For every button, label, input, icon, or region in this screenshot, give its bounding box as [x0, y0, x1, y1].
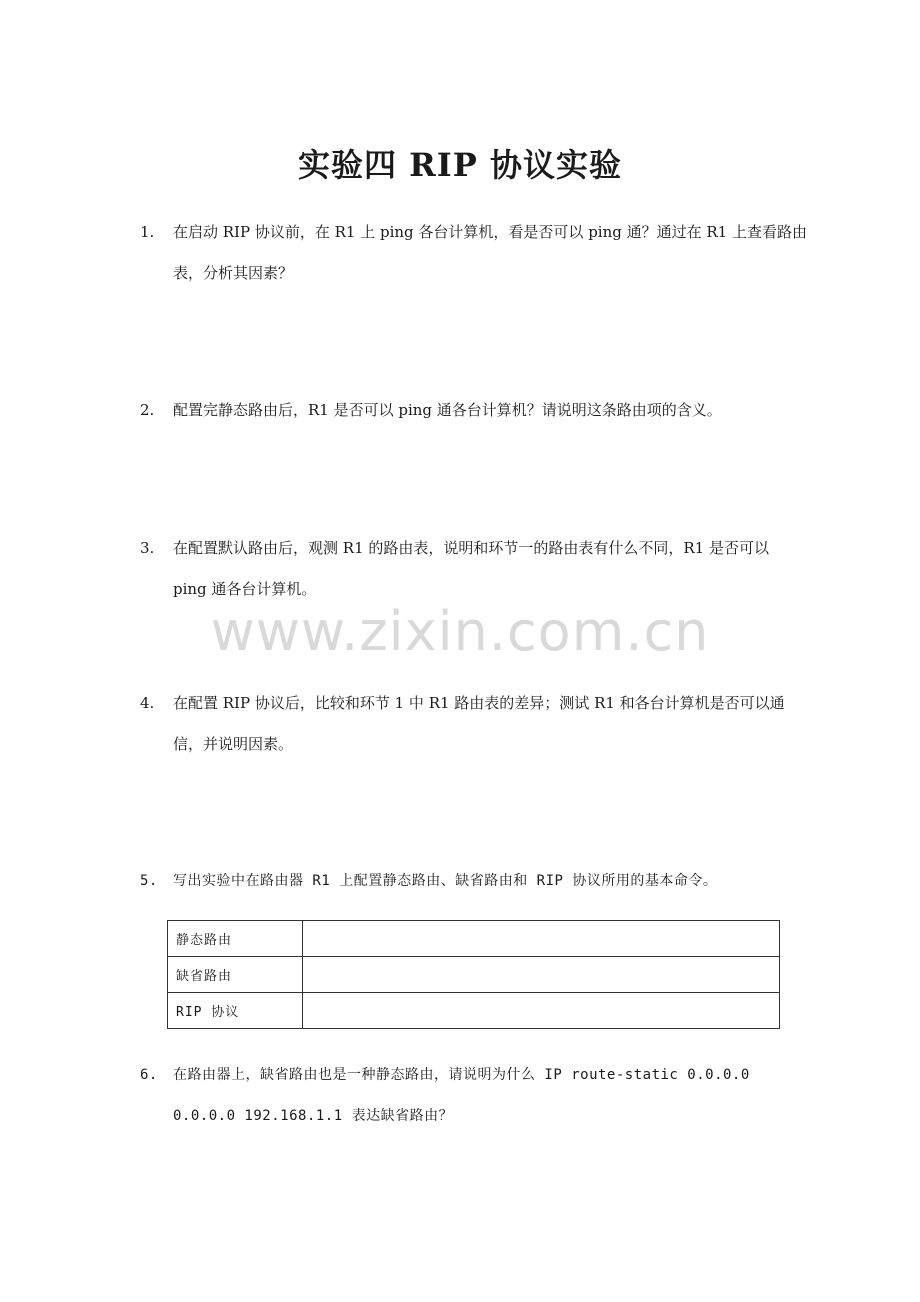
row-value	[303, 921, 780, 957]
question-number: 2.	[140, 401, 155, 419]
question-line: ping 通各台计算机。	[173, 580, 317, 598]
question-line: 配置完静态路由后，R1 是否可以 ping 通各台计算机？请说明这条路由项的含义。	[173, 401, 722, 419]
question-line: 在启动 RIP 协议前，在 R1 上 ping 各台计算机，看是否可以 ping 通？通过在 R1 上查看路由	[173, 223, 807, 241]
question-3	[140, 528, 820, 610]
table-row	[168, 993, 780, 1029]
row-value	[303, 957, 780, 993]
question-text	[173, 528, 820, 610]
question-number: 5.	[140, 873, 158, 889]
question-4	[140, 683, 820, 765]
row-label: 静态路由	[168, 921, 303, 957]
commands-table	[167, 920, 780, 1029]
question-text	[173, 1055, 820, 1137]
question-line: 在配置 RIP 协议后，比较和环节 1 中 R1 路由表的差异；测试 R1 和各台计算机是否可以通	[173, 694, 785, 712]
question-line: 0.0.0.0 192.168.1.1 表达缺省路由？	[173, 1108, 454, 1124]
question-number: 4.	[140, 694, 155, 712]
question-6	[140, 1055, 820, 1137]
question-text	[173, 212, 820, 294]
question-5	[140, 861, 820, 902]
question-number: 6.	[140, 1067, 158, 1083]
question-text	[173, 861, 820, 902]
question-number: 3.	[140, 539, 155, 557]
table-row	[168, 957, 780, 993]
question-line: 信，并说明因素。	[173, 735, 294, 753]
row-label: 缺省路由	[168, 957, 303, 993]
question-2	[140, 390, 820, 431]
question-text	[173, 683, 820, 765]
question-line: 在路由器上，缺省路由也是一种静态路由，请说明为什么 IP route-static 0.0.0.0	[173, 1067, 750, 1083]
question-line: 在配置默认路由后，观测 R1 的路由表，说明和环节一的路由表有什么不同，R1 是否可以	[173, 539, 769, 557]
row-value	[303, 993, 780, 1029]
question-number: 1.	[140, 223, 155, 241]
question-1	[140, 212, 820, 294]
document-title: 实验四 RIP 协议实验	[298, 146, 622, 184]
question-text	[173, 390, 820, 431]
question-line: 表，分析其因素？	[173, 264, 294, 282]
watermark: www.zixin.com.cn	[210, 600, 710, 663]
question-line: 写出实验中在路由器 R1 上配置静态路由、缺省路由和 RIP 协议所用的基本命令。	[173, 873, 718, 889]
table-row	[168, 921, 780, 957]
row-label: RIP 协议	[168, 993, 303, 1029]
